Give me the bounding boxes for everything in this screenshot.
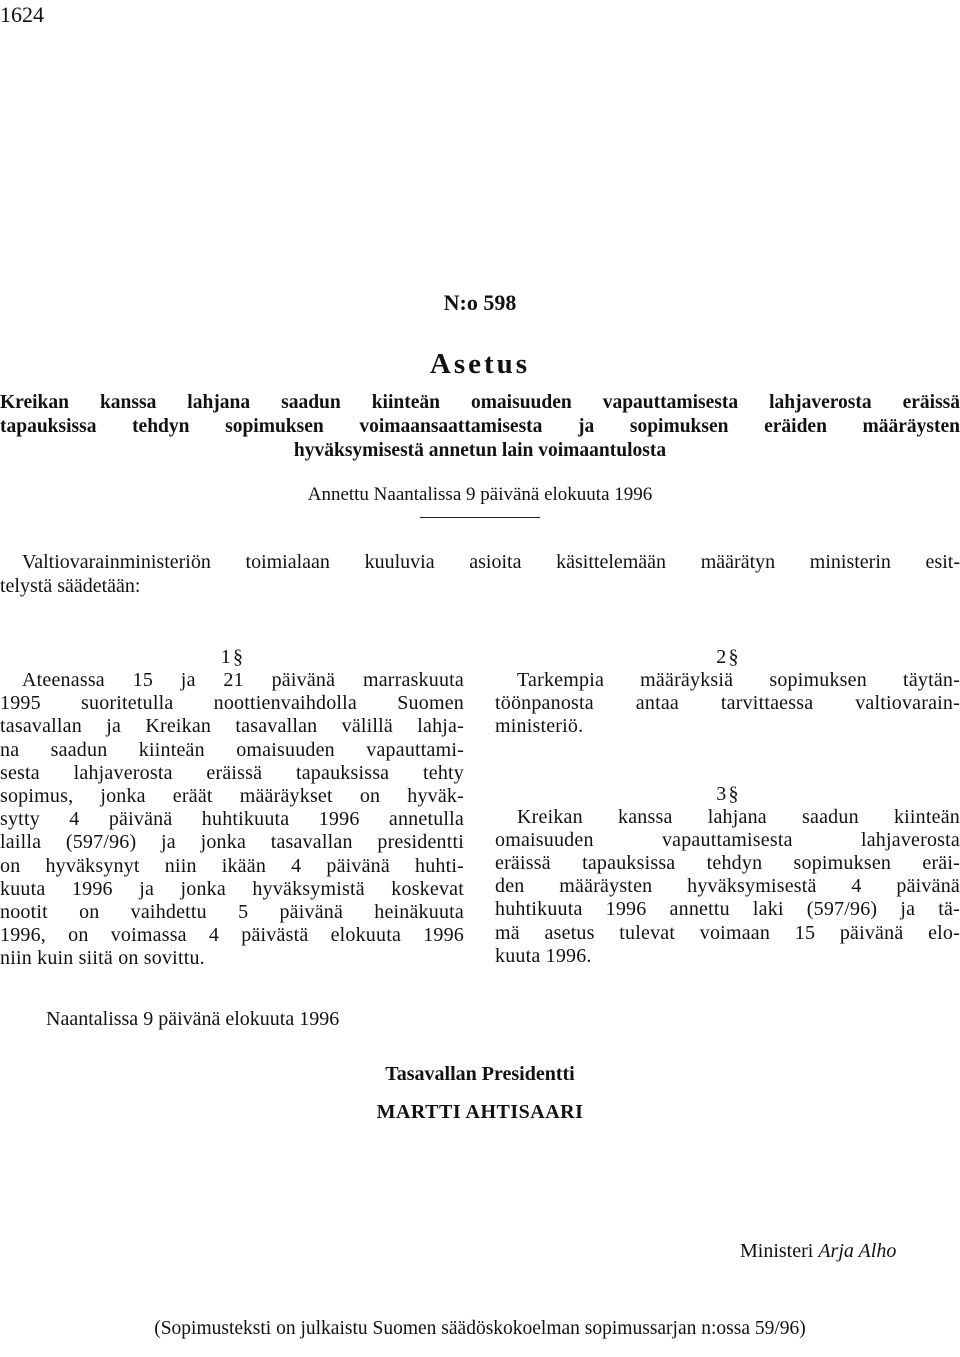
section-3-line: Kreikan kanssa lahjana saadun kiinteän [517, 805, 960, 828]
footnote: (Sopimusteksti on julkaistu Suomen säädöskokoelman sopimussarjan n:ossa 59/96) [154, 1318, 806, 1339]
title-line: Kreikan kanssa lahjana saadun kiinteän omaisuuden vapauttamisesta lahjaverosta eräissä [0, 392, 960, 413]
document-title [0, 391, 960, 463]
section-3-line: den määräysten hyväksymisestä 4 päivänä [495, 875, 960, 898]
section-2-line: töönpanosta antaa tarvittaessa valtiovarain- [495, 692, 960, 715]
left-column [0, 646, 464, 971]
title-line: tapauksissa tehdyn sopimuksen voimaansaattamisesta ja sopimuksen eräiden määräysten [0, 416, 960, 437]
president-title: Tasavallan Presidentti [385, 1063, 575, 1085]
page-number: 1624 [0, 2, 44, 27]
section-1-line: sytty 4 päivänä huhtikuuta 1996 annetulla [0, 808, 464, 831]
president-name: MARTTI AHTISAARI [376, 1101, 584, 1123]
divider-rule [420, 517, 540, 518]
section-sign-icon: § [233, 646, 244, 668]
section-1-line: nootit on vaihdettu 5 päivänä heinäkuuta [0, 901, 464, 924]
section-1-line: Ateenassa 15 ja 21 päivänä marraskuuta [22, 669, 464, 691]
section-heading-1 [0, 646, 464, 669]
section-heading-3 [495, 783, 960, 806]
section-number: 1 [220, 646, 231, 668]
place-and-date: Naantalissa 9 päivänä elokuuta 1996 [46, 1008, 340, 1030]
section-1-line: sopimus, jonka eräät määräykset on hyväk- [0, 785, 464, 808]
preamble-line: Valtiovarainministeriön toimialaan kuuluvia asioita käsittelemään määrätyn ministerin esit- [22, 551, 960, 573]
section-1-line: niin kuin siitä on sovittu. [0, 947, 205, 970]
section-heading-2 [495, 646, 960, 669]
issued-line: Annettu Naantalissa 9 päivänä elokuuta 1996 [307, 484, 653, 505]
section-3-line: kuuta 1996. [495, 944, 592, 967]
title-line: hyväksymisestä annetun lain voimaantulosta [293, 440, 667, 461]
right-column [495, 646, 960, 968]
section-1-line: lailla (597/96) ja jonka tasavallan presidentti [0, 831, 464, 854]
section-3-line: eräissä tapauksissa tehdyn sopimuksen eräi- [495, 852, 960, 875]
section-number: 2 [716, 646, 727, 668]
section-sign-icon: § [728, 782, 739, 805]
minister-name: Arja Alho [818, 1240, 897, 1262]
section-number: 3 [716, 782, 727, 805]
minister-signature [740, 1240, 896, 1263]
preamble [0, 550, 960, 598]
statute-number: N:o 598 [443, 290, 517, 315]
document-type: Asetus [429, 348, 531, 380]
section-2-line: Tarkempia määräyksiä sopimuksen täytän- [517, 669, 960, 691]
section-3-line: mä asetus tulevat voimaan 15 päivänä elo- [495, 921, 960, 944]
section-sign-icon: § [728, 646, 739, 668]
section-1-line: sesta lahjaverosta eräissä tapauksissa tehty [0, 761, 464, 784]
section-3-line: huhtikuuta 1996 annettu laki (597/96) ja tä- [495, 898, 960, 921]
section-1-line: na saadun kiinteän omaisuuden vapauttami- [0, 738, 464, 761]
section-1-line: kuuta 1996 ja jonka hyväksymistä koskevat [0, 877, 464, 900]
section-2-line: ministeriö. [495, 715, 584, 738]
minister-title: Ministeri [740, 1240, 814, 1262]
preamble-line: telystä säädetään: [0, 575, 141, 597]
section-1-line: on hyväksynyt niin ikään 4 päivänä huhti- [0, 854, 464, 877]
section-1-line: tasavallan ja Kreikan tasavallan välillä lahja- [0, 715, 464, 738]
section-1-line: 1995 suoritetulla noottienvaihdolla Suomen [0, 692, 464, 715]
section-1-line: 1996, on voimassa 4 päivästä elokuuta 1996 [0, 924, 464, 947]
section-3-line: omaisuuden vapauttamisesta lahjaverosta [495, 828, 960, 851]
